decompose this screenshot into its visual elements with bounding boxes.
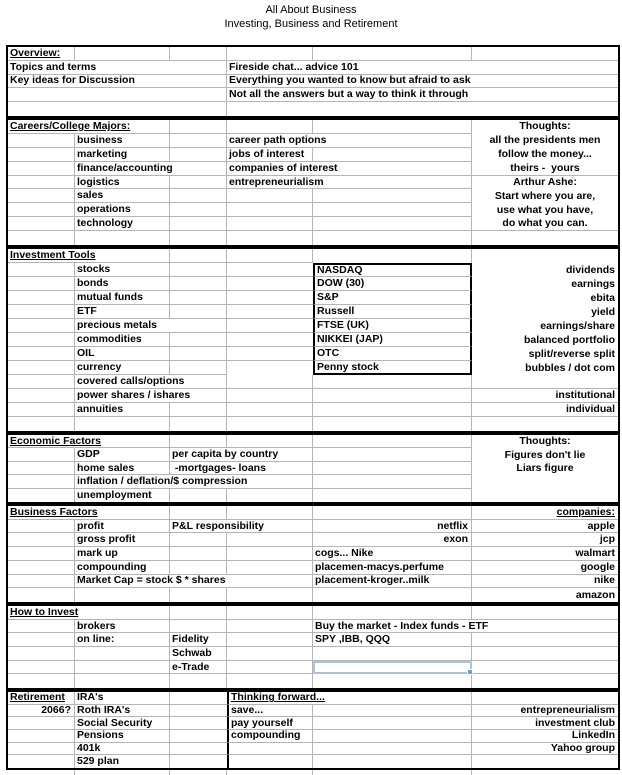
empty-cell[interactable]: [75, 588, 170, 602]
empty-cell[interactable]: [227, 561, 313, 575]
cell-companies-title[interactable]: companies:: [472, 506, 618, 520]
cell-tool[interactable]: bonds: [75, 277, 170, 291]
empty-cell[interactable]: [472, 647, 618, 661]
empty-cell[interactable]: [227, 102, 618, 116]
cell-index[interactable]: NASDAQ: [313, 263, 472, 277]
empty-cell[interactable]: [8, 533, 75, 547]
empty-cell[interactable]: [313, 647, 472, 661]
cell-business-detail[interactable]: P&L responsibility: [170, 520, 313, 534]
empty-cell[interactable]: [313, 375, 472, 389]
empty-cell[interactable]: [313, 148, 472, 162]
gridline-stub-cell: [313, 770, 472, 775]
empty-cell[interactable]: [75, 674, 170, 688]
empty-cell[interactable]: [227, 319, 313, 333]
empty-cell[interactable]: [227, 305, 313, 319]
empty-cell[interactable]: [313, 705, 472, 718]
cell-tool[interactable]: annuities: [75, 403, 170, 417]
cell-example[interactable]: exon: [313, 533, 472, 547]
empty-cell[interactable]: [8, 134, 75, 148]
empty-cell[interactable]: [472, 375, 618, 389]
empty-cell[interactable]: [170, 620, 227, 634]
empty-cell[interactable]: [227, 547, 313, 561]
cell-term[interactable]: balanced portfolio: [523, 333, 615, 346]
empty-cell[interactable]: [313, 462, 472, 475]
empty-cell[interactable]: [170, 506, 227, 520]
cell-economic-item[interactable]: inflation / deflation/$ compression: [75, 475, 313, 488]
empty-cell[interactable]: [227, 189, 313, 203]
empty-cell[interactable]: [313, 606, 472, 620]
empty-cell[interactable]: [227, 417, 313, 431]
empty-cell[interactable]: [472, 692, 618, 705]
empty-cell[interactable]: [8, 575, 75, 589]
cell-invest-label[interactable]: brokers: [75, 620, 170, 634]
cell-index[interactable]: DOW (30): [313, 277, 472, 291]
cell-company[interactable]: amazon: [575, 588, 615, 601]
cell-index[interactable]: NIKKEI (JAP): [313, 333, 472, 347]
cell-resource[interactable]: LinkedIn: [472, 730, 618, 743]
empty-cell[interactable]: [227, 231, 313, 245]
selected-cell[interactable]: [313, 661, 472, 675]
empty-cell[interactable]: [472, 755, 618, 768]
empty-cell[interactable]: [227, 375, 313, 389]
empty-cell[interactable]: [472, 47, 618, 61]
empty-cell[interactable]: [8, 203, 75, 217]
empty-cell[interactable]: [8, 647, 75, 661]
cell-index[interactable]: S&P: [313, 291, 472, 305]
cell-key-ideas-value2[interactable]: Not all the answers but a way to think it through: [227, 88, 618, 102]
gridline-stub-cell: [472, 770, 620, 775]
empty-cell[interactable]: [313, 588, 472, 602]
cell-retirement-year[interactable]: 2066?: [8, 705, 75, 718]
empty-cell[interactable]: [8, 305, 75, 319]
empty-cell[interactable]: [227, 620, 313, 634]
empty-cell[interactable]: [8, 743, 75, 756]
cell-thoughts-title[interactable]: Thoughts:: [519, 120, 571, 133]
empty-cell[interactable]: [313, 189, 472, 203]
cell-term[interactable]: yield: [591, 305, 615, 318]
empty-cell[interactable]: [8, 661, 75, 675]
empty-cell[interactable]: [227, 333, 313, 347]
empty-cell[interactable]: [472, 231, 618, 245]
empty-cell[interactable]: [227, 743, 313, 756]
empty-cell[interactable]: [8, 148, 75, 162]
empty-cell[interactable]: [170, 189, 227, 203]
empty-cell[interactable]: [8, 263, 75, 277]
cell-company[interactable]: walmart: [472, 547, 618, 561]
empty-cell[interactable]: [170, 231, 227, 245]
cell-key-ideas-label[interactable]: Key ideas for Discussion: [8, 75, 227, 89]
cell-career-topic[interactable]: jobs of interest: [227, 148, 313, 162]
empty-cell[interactable]: [8, 231, 75, 245]
cell-major[interactable]: operations: [75, 203, 170, 217]
section-header-business-factors[interactable]: Business Factors: [8, 506, 170, 520]
cell-retirement-item[interactable]: 401k: [75, 743, 170, 756]
cell-thought[interactable]: all the presidents men: [489, 134, 601, 147]
empty-cell[interactable]: [8, 217, 75, 231]
empty-cell[interactable]: [313, 743, 472, 756]
empty-cell[interactable]: [170, 305, 227, 319]
empty-cell[interactable]: [8, 176, 75, 190]
cell-business-item[interactable]: gross profit: [75, 533, 170, 547]
cell-thought[interactable]: Liars figure: [516, 462, 574, 475]
cell-example[interactable]: netflix: [313, 520, 472, 534]
empty-cell[interactable]: [227, 249, 313, 263]
empty-cell[interactable]: [227, 755, 313, 768]
empty-cell[interactable]: [313, 489, 472, 502]
empty-cell[interactable]: [8, 333, 75, 347]
empty-cell[interactable]: [170, 606, 227, 620]
empty-cell[interactable]: [313, 730, 472, 743]
cell-career-topic[interactable]: entrepreneurialism: [227, 176, 472, 190]
section-how-to-invest: [6, 604, 620, 690]
cell-topics-value[interactable]: Fireside chat... advice 101: [227, 61, 618, 75]
cell-tool[interactable]: ETF: [75, 305, 170, 319]
title-line-1: All About Business: [265, 4, 357, 16]
empty-cell[interactable]: [227, 674, 313, 688]
cell-tool[interactable]: mutual funds: [75, 291, 170, 305]
empty-cell[interactable]: [313, 249, 472, 263]
cell-topics-label[interactable]: Topics and terms: [8, 61, 227, 75]
empty-cell[interactable]: [227, 263, 313, 277]
empty-cell[interactable]: [313, 231, 472, 245]
cell-advice[interactable]: Buy the market - Index funds - ETF: [313, 620, 618, 634]
cell-term[interactable]: earnings/share: [540, 319, 615, 332]
empty-cell[interactable]: [8, 162, 75, 176]
empty-cell[interactable]: [8, 462, 75, 475]
empty-cell[interactable]: [227, 633, 313, 647]
section-header-retirement[interactable]: Retirement: [8, 692, 75, 705]
empty-cell[interactable]: [8, 102, 227, 116]
section-economic-factors: [6, 433, 620, 504]
cell-retirement-item[interactable]: 529 plan: [75, 755, 170, 768]
sheet-title: [0, 3, 622, 31]
cell-tool[interactable]: stocks: [75, 263, 170, 277]
empty-cell[interactable]: [170, 705, 227, 718]
empty-cell[interactable]: [227, 661, 313, 675]
empty-cell[interactable]: [313, 403, 472, 417]
empty-cell[interactable]: [170, 361, 227, 375]
cell-business-item[interactable]: mark up: [75, 547, 170, 561]
cell-thinking-title[interactable]: Thinking forward...: [227, 692, 472, 705]
cell-retirement-item[interactable]: Social Security: [75, 717, 170, 730]
empty-cell[interactable]: [227, 647, 313, 661]
empty-cell[interactable]: [313, 417, 472, 431]
empty-cell[interactable]: [8, 547, 75, 561]
cell-tool[interactable]: precious metals: [75, 319, 227, 333]
cell-term[interactable]: ebita: [590, 291, 615, 304]
empty-cell[interactable]: [227, 435, 313, 448]
empty-cell[interactable]: [313, 674, 472, 688]
cell-business-item[interactable]: compounding: [75, 561, 170, 575]
cell-retirement-item[interactable]: Pensions: [75, 730, 170, 743]
cell-tool[interactable]: power shares / ishares: [75, 389, 227, 403]
empty-cell[interactable]: [8, 520, 75, 534]
cell-thoughts-title[interactable]: Thoughts:: [519, 435, 571, 448]
cell-example[interactable]: placemen-macys.perfume: [313, 561, 472, 575]
empty-cell[interactable]: [170, 263, 227, 277]
empty-cell[interactable]: [8, 620, 75, 634]
cell-career-topic[interactable]: career path options: [227, 134, 472, 148]
empty-cell[interactable]: [227, 361, 313, 375]
empty-cell[interactable]: [227, 533, 313, 547]
gridline-stub: [6, 770, 620, 775]
empty-cell[interactable]: [313, 755, 472, 768]
cell-economic-detail[interactable]: per capita by country: [170, 448, 313, 461]
cell-major[interactable]: marketing: [75, 148, 170, 162]
gridline-stub-cell: [227, 770, 313, 775]
empty-cell[interactable]: [8, 347, 75, 361]
cell-broker[interactable]: e-Trade: [170, 661, 227, 675]
empty-cell[interactable]: [8, 375, 75, 389]
cell-thinking-line[interactable]: save...: [227, 705, 313, 718]
cell-retirement-item[interactable]: IRA's: [75, 692, 170, 705]
empty-cell[interactable]: [170, 692, 227, 705]
empty-cell[interactable]: [75, 47, 170, 61]
empty-cell[interactable]: [227, 291, 313, 305]
cell-resource[interactable]: Yahoo group: [472, 743, 618, 756]
empty-cell[interactable]: [170, 203, 227, 217]
cell-index[interactable]: OTC: [313, 347, 472, 361]
empty-cell[interactable]: [472, 489, 618, 502]
empty-cell[interactable]: [170, 120, 227, 134]
empty-cell[interactable]: [170, 249, 227, 263]
cell-tool[interactable]: commodities: [75, 333, 170, 347]
cell-major[interactable]: technology: [75, 217, 170, 231]
cell-key-ideas-value[interactable]: Everything you wanted to know but afraid to ask: [227, 75, 618, 89]
empty-cell[interactable]: [8, 475, 75, 488]
empty-cell[interactable]: [472, 674, 618, 688]
empty-cell[interactable]: [170, 176, 227, 190]
cell-index[interactable]: Penny stock: [313, 361, 472, 375]
empty-cell[interactable]: [170, 533, 227, 547]
empty-cell[interactable]: [472, 661, 618, 675]
cell-major[interactable]: logistics: [75, 176, 170, 190]
section-investment-tools: [6, 247, 620, 433]
empty-cell[interactable]: [227, 389, 313, 403]
cell-index[interactable]: Russell: [313, 305, 472, 319]
cell-example[interactable]: cogs... Nike: [313, 547, 472, 561]
cell-business-item[interactable]: Market Cap = stock $ * shares: [75, 575, 313, 589]
empty-cell[interactable]: [227, 203, 313, 217]
empty-cell[interactable]: [472, 633, 618, 647]
empty-cell[interactable]: [8, 189, 75, 203]
section-header-investment-tools[interactable]: Investment Tools: [8, 249, 170, 263]
cell-economic-item[interactable]: GDP: [75, 448, 170, 461]
cell-term[interactable]: earnings: [571, 277, 615, 290]
section-retirement: [6, 690, 620, 770]
empty-cell[interactable]: [8, 403, 75, 417]
empty-cell[interactable]: [8, 389, 75, 403]
empty-cell[interactable]: [313, 120, 472, 134]
gridline-stub-cell: [75, 770, 170, 775]
gridline-stub-cell: [170, 770, 227, 775]
empty-cell[interactable]: [170, 489, 227, 502]
section-business-factors: [6, 504, 620, 604]
cell-investor-type[interactable]: institutional: [472, 389, 618, 403]
section-careers: [6, 118, 620, 247]
cell-advice[interactable]: SPY ,IBB, QQQ: [313, 633, 472, 647]
empty-cell[interactable]: [227, 588, 313, 602]
empty-cell[interactable]: [8, 561, 75, 575]
empty-cell[interactable]: [313, 475, 472, 488]
cell-quote-title[interactable]: Arthur Ashe:: [513, 176, 577, 188]
empty-cell[interactable]: [170, 347, 227, 361]
empty-cell[interactable]: [313, 435, 472, 448]
cell-resource[interactable]: investment club: [472, 717, 618, 730]
empty-cell[interactable]: [170, 561, 227, 575]
empty-cell[interactable]: [8, 448, 75, 461]
empty-cell[interactable]: [170, 717, 227, 730]
empty-cell[interactable]: [8, 489, 75, 502]
empty-cell[interactable]: [8, 319, 75, 333]
cell-thinking-line[interactable]: pay yourself: [227, 717, 313, 730]
cell-company[interactable]: google: [472, 561, 618, 575]
cell-career-topic[interactable]: companies of interest: [227, 162, 472, 176]
cell-tool[interactable]: covered calls/options: [75, 375, 227, 389]
cell-company[interactable]: jcp: [472, 533, 618, 547]
empty-cell[interactable]: [8, 717, 75, 730]
cell-index[interactable]: FTSE (UK): [313, 319, 472, 333]
cell-thought[interactable]: follow the money...: [498, 148, 592, 161]
cell-resource[interactable]: entrepreneurialism: [472, 705, 618, 718]
cell-major[interactable]: finance/accounting: [75, 162, 227, 176]
empty-cell[interactable]: [313, 448, 472, 461]
empty-cell[interactable]: [472, 606, 618, 620]
empty-cell[interactable]: [170, 217, 227, 231]
empty-cell[interactable]: [227, 403, 313, 417]
cell-thinking-line[interactable]: compounding: [227, 730, 313, 743]
empty-cell[interactable]: [170, 755, 227, 768]
empty-cell[interactable]: [170, 333, 227, 347]
cell-business-item[interactable]: profit: [75, 520, 170, 534]
empty-cell[interactable]: [227, 120, 313, 134]
empty-cell[interactable]: [8, 417, 75, 431]
cell-example[interactable]: placement-kroger..milk: [313, 575, 472, 589]
empty-cell[interactable]: [8, 755, 75, 768]
empty-cell[interactable]: [227, 506, 313, 520]
section-header-careers[interactable]: Careers/College Majors:: [8, 120, 170, 134]
cell-economic-item[interactable]: unemployment: [75, 489, 170, 502]
empty-cell[interactable]: [170, 47, 227, 61]
empty-cell[interactable]: [170, 730, 227, 743]
empty-cell[interactable]: [170, 674, 227, 688]
empty-cell[interactable]: [8, 674, 75, 688]
empty-cell[interactable]: [170, 277, 227, 291]
empty-cell[interactable]: [8, 277, 75, 291]
empty-cell[interactable]: [170, 403, 227, 417]
cell-company[interactable]: apple: [472, 520, 618, 534]
empty-cell[interactable]: [170, 148, 227, 162]
empty-cell[interactable]: [227, 489, 313, 502]
empty-cell[interactable]: [313, 389, 472, 403]
section-overview: [6, 45, 620, 118]
empty-cell[interactable]: [313, 203, 472, 217]
empty-cell[interactable]: [227, 347, 313, 361]
empty-cell[interactable]: [170, 435, 227, 448]
empty-cell[interactable]: [75, 647, 170, 661]
empty-cell[interactable]: [313, 506, 472, 520]
empty-cell[interactable]: [472, 249, 618, 263]
empty-cell[interactable]: [227, 217, 313, 231]
empty-cell[interactable]: [313, 217, 472, 231]
empty-cell[interactable]: [313, 717, 472, 730]
empty-cell[interactable]: [8, 588, 75, 602]
cell-term[interactable]: dividends: [565, 263, 615, 276]
cell-term[interactable]: bubbles / dot com: [525, 361, 615, 374]
section-header-how-to-invest[interactable]: How to Invest: [8, 606, 170, 620]
empty-cell[interactable]: [170, 743, 227, 756]
cell-company[interactable]: nike: [472, 575, 618, 589]
empty-cell[interactable]: [8, 88, 227, 102]
empty-cell[interactable]: [227, 606, 313, 620]
cell-quote-line[interactable]: use what you have,: [496, 203, 594, 216]
gridline-stub-cell: [6, 770, 75, 775]
cell-thought[interactable]: Figures don't lie: [504, 448, 586, 461]
cell-invest-label[interactable]: on line:: [75, 633, 170, 647]
empty-cell[interactable]: [227, 277, 313, 291]
cell-thought[interactable]: theirs - yours: [472, 162, 618, 176]
empty-cell[interactable]: [472, 475, 618, 488]
empty-cell[interactable]: [227, 47, 313, 61]
title-line-2: Investing, Business and Retirement: [224, 18, 398, 30]
cell-major[interactable]: sales: [75, 189, 170, 203]
empty-cell[interactable]: [472, 417, 618, 431]
cell-tool[interactable]: currency: [75, 361, 170, 375]
section-header-overview[interactable]: Overview:: [8, 47, 75, 61]
empty-cell[interactable]: [75, 661, 170, 675]
cell-broker[interactable]: Schwab: [170, 647, 227, 661]
cell-quote-line[interactable]: do what you can.: [472, 217, 618, 231]
cell-tool[interactable]: OIL: [75, 347, 170, 361]
empty-cell[interactable]: [8, 291, 75, 305]
cell-major[interactable]: business: [75, 134, 170, 148]
empty-cell[interactable]: [170, 417, 227, 431]
empty-cell[interactable]: [75, 417, 170, 431]
section-header-economic-factors[interactable]: Economic Factors: [8, 435, 170, 448]
cell-retirement-item[interactable]: Roth IRA's: [75, 705, 170, 718]
empty-cell[interactable]: [75, 231, 170, 245]
empty-cell[interactable]: [8, 633, 75, 647]
cell-economic-detail[interactable]: -mortgages- loans: [170, 462, 313, 475]
cell-economic-item[interactable]: home sales: [75, 462, 170, 475]
empty-cell[interactable]: [170, 547, 227, 561]
cell-quote-line[interactable]: Start where you are,: [494, 189, 596, 202]
empty-cell[interactable]: [170, 588, 227, 602]
empty-cell[interactable]: [170, 291, 227, 305]
empty-cell[interactable]: [8, 361, 75, 375]
empty-cell[interactable]: [170, 134, 227, 148]
cell-investor-type[interactable]: individual: [472, 403, 618, 417]
empty-cell[interactable]: [8, 730, 75, 743]
cell-term[interactable]: split/reverse split: [528, 347, 615, 360]
empty-cell[interactable]: [313, 47, 472, 61]
cell-broker[interactable]: Fidelity: [170, 633, 227, 647]
